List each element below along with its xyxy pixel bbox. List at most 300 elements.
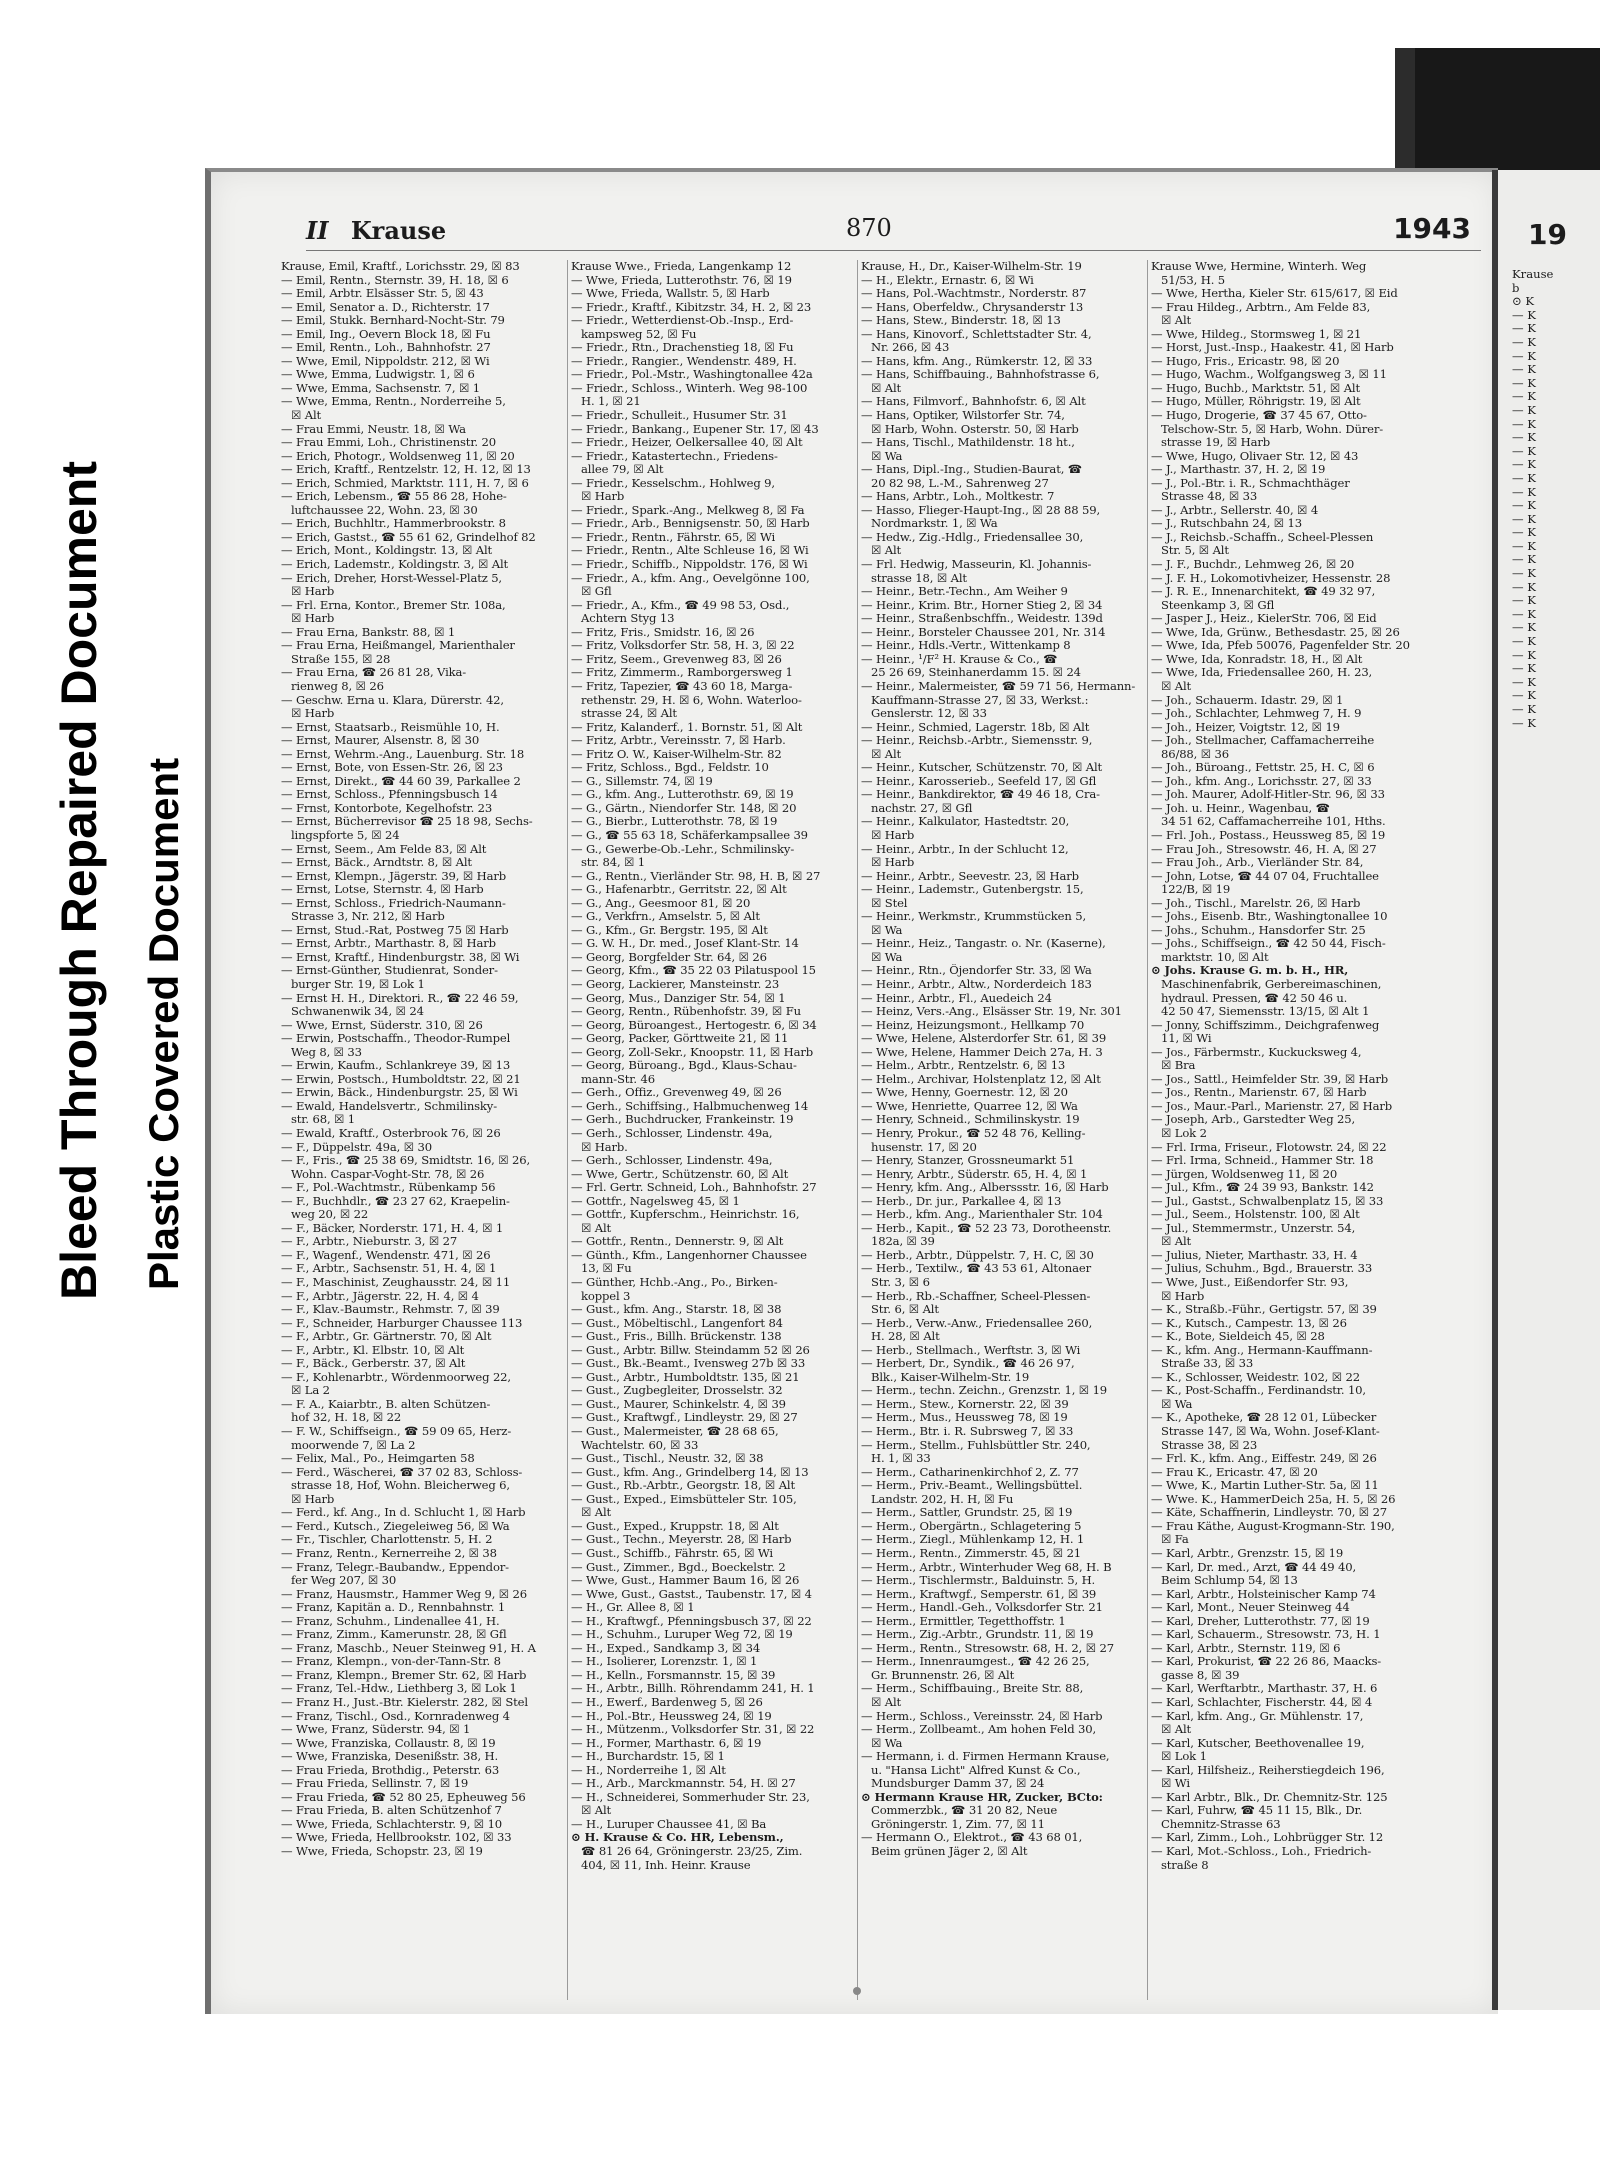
directory-entry: ☒ La 2 xyxy=(291,1384,330,1398)
page-header xyxy=(306,210,1481,251)
directory-entry: Genslerstr. 12, ☒ 33 xyxy=(871,707,987,721)
directory-entry: — Friedr., Kesselschm., Hohlweg 9, xyxy=(571,476,775,490)
directory-entry: — Gottfr., Nagelsweg 45, ☒ 1 xyxy=(571,1194,740,1208)
directory-entry: — Emil, Rentn., Sternstr. 39, H. 18, ☒ 6 xyxy=(281,273,509,287)
directory-entry: — Gerh., Schlosser, Lindenstr. 49a, xyxy=(571,1127,773,1140)
directory-entry: ☒ Harb xyxy=(1161,1289,1205,1303)
directory-entry: — Herb., Verw.-Anw., Friedensallee 260, xyxy=(861,1316,1093,1330)
directory-entry: — Henry, Stanzer, Grossneumarkt 51 xyxy=(861,1154,1075,1168)
directory-entry: — Frau Erna, ☎ 26 81 28, Vika- xyxy=(281,666,467,680)
directory-entry: — F., Arbtr., Sachsenstr. 51, H. 4, ☒ 1 xyxy=(281,1262,497,1276)
directory-entry: — Erich, Gastst., ☎ 55 61 62, Grindelhof 82 xyxy=(281,530,536,544)
next-page-line: ⊙ K xyxy=(1512,294,1535,309)
directory-entry: — Friedr., Kraftf., Kibitzstr. 34, H. 2, ☒ 23 xyxy=(571,300,812,314)
directory-entry: — Frl. Gertr. Schneid, Loh., Bahnhofstr. 27 xyxy=(571,1181,817,1195)
directory-entry: Achtern Styg 13 xyxy=(581,612,675,626)
directory-entry: Blk., Kaiser-Wilhelm-Str. 19 xyxy=(871,1370,1030,1384)
directory-entry: str. 84, ☒ 1 xyxy=(581,856,646,870)
directory-entry: — Ferd., Wäscherei, ☎ 37 02 83, Schloss- xyxy=(281,1465,523,1479)
directory-entry: — Frl. Joh., Postass., Heussweg 85, ☒ 19 xyxy=(1151,828,1386,842)
directory-entry: — Joseph, Arb., Garstedter Weg 25, xyxy=(1151,1113,1356,1127)
directory-entry: — Jul., Gastst., Schwalbenplatz 15, ☒ 33 xyxy=(1151,1194,1384,1208)
directory-entry: allee 79, ☒ Alt xyxy=(581,463,664,477)
directory-entry: Commerzbk., ☎ 31 20 82, Neue xyxy=(871,1804,1058,1818)
directory-entry: Str. 6, ☒ Alt xyxy=(871,1303,939,1317)
directory-entry: — Henry, Prokur., ☎ 52 48 76, Kelling- xyxy=(861,1127,1086,1140)
directory-entry: — Frl. Irma, Friseur., Flotowstr. 24, ☒ 22 xyxy=(1151,1140,1387,1154)
directory-entry: ☒ Wa xyxy=(1161,1397,1193,1411)
directory-entry: — Wwe, Gust., Gastst., Taubenstr. 17, ☒ 4 xyxy=(571,1587,812,1601)
directory-entry: — Herm., Obergärtn., Schlagetering 5 xyxy=(861,1519,1082,1533)
directory-entry: — Gust., Zimmer., Bgd., Boeckelstr. 2 xyxy=(571,1560,786,1574)
next-page-line: — K xyxy=(1512,443,1536,458)
directory-entry: — Wwe, Frieda, Lutterothstr. 76, ☒ 19 xyxy=(571,273,792,287)
directory-entry: — Erwin, Postschaffn., Theodor-Rumpel xyxy=(281,1032,511,1046)
directory-entry: Strasse 3, Nr. 212, ☒ Harb xyxy=(291,910,445,924)
directory-entry: — Georg, Packer, Görttweite 21, ☒ 11 xyxy=(571,1032,789,1046)
directory-entry: — Herm., techn. Zeichn., Grenzstr. 1, ☒ 19 xyxy=(861,1384,1108,1398)
directory-entry: — Georg, Lackierer, Mansteinstr. 23 xyxy=(571,977,780,991)
directory-entry: — Gust., Arbtr., Humboldtstr. 135, ☒ 21 xyxy=(571,1370,800,1384)
directory-entry: mann-Str. 46 xyxy=(581,1072,655,1086)
directory-entry: ☒ Fa xyxy=(1161,1533,1189,1547)
directory-entry: — Ernst, Arbtr., Marthastr. 8, ☒ Harb xyxy=(281,937,496,951)
directory-entry: — Johs., Schiffseign., ☎ 42 50 44, Fisch- xyxy=(1151,937,1386,951)
directory-entry: — Gerh., Buchdrucker, Frankeinstr. 19 xyxy=(571,1113,794,1127)
directory-entry: — Georg, Büroangest., Hertogestr. 6, ☒ 34 xyxy=(571,1018,817,1032)
directory-entry: — Gottfr., Kupferschm., Heinrichstr. 16, xyxy=(571,1208,800,1222)
directory-entry: — Jos., Maur.-Parl., Marienstr. 27, ☒ Harb xyxy=(1151,1099,1393,1113)
directory-entry: ⊙ Johs. Krause G. m. b. H., HR, xyxy=(1151,964,1349,978)
directory-entry: Telschow-Str. 5, ☒ Harb, Wohn. Dürer- xyxy=(1161,422,1384,436)
directory-entry: — F., Arbtr., Jägerstr. 22, H. 4, ☒ 4 xyxy=(281,1289,479,1303)
directory-entry: — Heinr., Hdls.-Vertr., Wittenkamp 8 xyxy=(861,639,1071,653)
next-page-lines xyxy=(1512,268,1553,730)
directory-entry: — Franz H., Just.-Btr. Kielerstr. 282, ☒ Stel xyxy=(281,1695,528,1709)
directory-entry: — Wwe, Emma, Ludwigstr. 1, ☒ 6 xyxy=(281,368,475,382)
directory-entry: — Ernst, Schloss., Friedrich-Naumann- xyxy=(281,896,506,910)
directory-entry: — Franz, Schuhm., Lindenallee 41, H. xyxy=(281,1614,500,1628)
next-page-line: — K xyxy=(1512,375,1536,390)
next-page-line: — K xyxy=(1512,620,1536,635)
directory-entry: — Wwe, Hugo, Olivaer Str. 12, ☒ 43 xyxy=(1151,449,1359,463)
directory-entry: — Heinr., Borsteler Chaussee 201, Nr. 314 xyxy=(861,625,1106,639)
directory-entry: Straße 33, ☒ 33 xyxy=(1161,1357,1254,1371)
directory-entry: — Heinr., Heiz., Tangastr. o. Nr. (Kaserne), xyxy=(861,937,1106,951)
directory-entry: — Ernst, Seem., Am Felde 83, ☒ Alt xyxy=(281,842,487,856)
directory-entry: — Friedr., A., Kfm., ☎ 49 98 53, Osd., xyxy=(571,598,790,612)
next-page-line: — K xyxy=(1512,498,1536,513)
directory-entry: — Herm., Schiffbauing., Breite Str. 88, xyxy=(861,1682,1084,1696)
directory-entry: ☒ Alt xyxy=(871,381,902,395)
directory-entry: weg 20, ☒ 22 xyxy=(291,1208,369,1222)
directory-entry: — Karl, Zimm., Loh., Lohbrügger Str. 12 xyxy=(1151,1831,1384,1845)
next-page-line: — K xyxy=(1512,470,1536,485)
column-1 xyxy=(281,260,564,2000)
directory-entry: — Karl, Dreher, Lutterothstr. 77, ☒ 19 xyxy=(1151,1614,1370,1628)
directory-entry: — Frl. K., kfm. Ang., Eiffestr. 249, ☒ 26 xyxy=(1151,1452,1377,1466)
directory-entry: — Gust., Exped., Kruppstr. 18, ☒ Alt xyxy=(571,1519,779,1533)
directory-entry: — Herb., kfm. Ang., Marienthaler Str. 104 xyxy=(861,1208,1103,1222)
directory-entry: — Wwe, Frieda, Schopstr. 23, ☒ 19 xyxy=(281,1844,483,1858)
directory-entry: — Hugo, Drogerie, ☎ 37 45 67, Otto- xyxy=(1151,409,1367,423)
directory-entry: — Heinr., Kalkulator, Hastedtstr. 20, xyxy=(861,815,1070,829)
directory-entry: — F., Fris., ☎ 25 38 69, Smidtstr. 16, ☒ 26, xyxy=(281,1154,531,1168)
directory-entry: — Gust., kfm. Ang., Grindelberg 14, ☒ 13 xyxy=(571,1465,809,1479)
directory-entry: — Fritz, Kalanderf., 1. Bornstr. 51, ☒ Alt xyxy=(571,720,803,734)
directory-entry: marktstr. 10, ☒ Alt xyxy=(1161,950,1269,964)
directory-entry: — Hugo, Wachm., Wolfgangsweg 3, ☒ 11 xyxy=(1151,368,1387,382)
scanner-edge xyxy=(1415,48,1600,173)
directory-entry: — Erich, Dreher, Horst-Wessel-Platz 5, xyxy=(281,571,502,585)
directory-entry: — Franz, Kapitän a. D., Rennbahnstr. 1 xyxy=(281,1601,506,1615)
directory-entry: — H., Norderreihe 1, ☒ Alt xyxy=(571,1763,726,1777)
directory-entry: — F., Kohlenarbtr., Wördenmoorweg 22, xyxy=(281,1370,511,1384)
directory-entry: — H., Gr. Allee 8, ☒ 1 xyxy=(571,1601,695,1615)
directory-entry: — Herm., Rentn., Zimmerstr. 45, ☒ 21 xyxy=(861,1546,1082,1560)
directory-entry: — F., Schneider, Harburger Chaussee 113 xyxy=(281,1316,523,1330)
directory-entry: — Wwe, K., Martin Luther-Str. 5a, ☒ 11 xyxy=(1151,1479,1379,1493)
directory-entry: — Erich, Photogr., Woldsenweg 11, ☒ 20 xyxy=(281,449,515,463)
page-number: 870 xyxy=(846,214,892,242)
bleed-through-label: Bleed Through Repaired Document xyxy=(51,461,107,1300)
plastic-covered-label: Plastic Covered Document xyxy=(140,757,187,1290)
directory-entry: ☒ Alt xyxy=(581,1804,612,1818)
directory-entry: — Frau Frieda, B. alten Schützenhof 7 xyxy=(281,1804,502,1818)
directory-entry: — Herm., Btr. i. R. Subrsweg 7, ☒ 33 xyxy=(861,1425,1074,1439)
directory-entry: u. "Hansa Licht" Alfred Kunst & Co., xyxy=(871,1763,1081,1777)
directory-entry: — Heinr., Bankdirektor, ☎ 49 46 18, Cra- xyxy=(861,788,1100,802)
directory-entry: — Ernst, Maurer, Alsenstr. 8, ☒ 30 xyxy=(281,734,480,748)
directory-entry: — Gust., Rb.-Arbtr., Georgstr. 18, ☒ Alt xyxy=(571,1479,796,1493)
directory-entry: — Hugo, Fris., Ericastr. 98, ☒ 20 xyxy=(1151,354,1340,368)
directory-entry: — Ernst, Direkt., ☎ 44 60 39, Parkallee 2 xyxy=(281,774,521,788)
directory-entry: — Frl. Hedwig, Masseurin, Kl. Johannis- xyxy=(861,558,1092,572)
next-page-line: — K xyxy=(1512,321,1536,336)
directory-entry: — F., Bäcker, Norderstr. 171, H. 4, ☒ 1 xyxy=(281,1221,504,1235)
directory-entry: — Herm., Sattler, Grundstr. 25, ☒ 19 xyxy=(861,1506,1073,1520)
directory-entry: — Wwe, Franziska, Collaustr. 8, ☒ 19 xyxy=(281,1736,496,1750)
directory-entry: — H., Former, Marthastr. 6, ☒ 19 xyxy=(571,1736,762,1750)
directory-entry: Strasse 38, ☒ 23 xyxy=(1161,1438,1258,1452)
directory-entry: — Julius, Schuhm., Bgd., Brauerstr. 33 xyxy=(1151,1262,1373,1276)
next-page-line: Krause xyxy=(1512,267,1554,281)
directory-entry: — G., ☎ 55 63 18, Schäferkampsallee 39 xyxy=(571,828,808,842)
directory-entry: — Friedr., Rangier., Wendenstr. 489, H. xyxy=(571,354,797,368)
directory-entry: — Franz, Tel.-Hdw., Liethberg 3, ☒ Lok 1 xyxy=(281,1682,517,1696)
directory-entry: — Jul., Stemmermstr., Unzerstr. 54, xyxy=(1151,1221,1356,1235)
directory-entry: — Gust., Arbtr. Billw. Steindamm 52 ☒ 26 xyxy=(571,1343,810,1357)
directory-entry: — Emil, Rentn., Loh., Bahnhofstr. 27 xyxy=(281,341,491,355)
directory-entry: nachstr. 27, ☒ Gfl xyxy=(871,801,973,815)
directory-entry: — Karl, kfm. Ang., Gr. Mühlenstr. 17, xyxy=(1151,1709,1364,1723)
directory-entry: — Henry, Arbtr., Süderstr. 65, H. 4, ☒ 1 xyxy=(861,1167,1088,1181)
next-page-line: — K xyxy=(1512,348,1536,363)
directory-entry: — Georg, Rentn., Rübenhofstr. 39, ☒ Fu xyxy=(571,1005,801,1019)
directory-entry: 20 82 98, L.-M., Sahrenweg 27 xyxy=(871,476,1049,490)
column-divider xyxy=(857,260,858,2000)
directory-entry: — Wwe, Emma, Rentn., Norderreihe 5, xyxy=(281,395,506,409)
directory-entry: — Herb., Stellmach., Werftstr. 3, ☒ Wi xyxy=(861,1343,1081,1357)
directory-entry: — Frau K., Ericastr. 47, ☒ 20 xyxy=(1151,1465,1318,1479)
directory-entry: ☒ Lok 2 xyxy=(1161,1127,1207,1140)
directory-entry: — Friedr., A., kfm. Ang., Oevelgönne 100, xyxy=(571,571,810,585)
directory-entry: Str. 3, ☒ 6 xyxy=(871,1276,930,1290)
directory-entry: — Fr., Tischler, Charlottenstr. 5, H. 2 xyxy=(281,1533,493,1547)
directory-entry: — Jul., Kfm., ☎ 24 39 93, Bankstr. 142 xyxy=(1151,1181,1374,1195)
directory-entry: — Heinz, Vers.-Ang., Elsässer Str. 19, Nr. 301 xyxy=(861,1005,1122,1019)
directory-entry: — Heinr., Betr.-Techn., Am Weiher 9 xyxy=(861,585,1068,599)
directory-entry: — Herm., Ermittler, Tegetthoffstr. 1 xyxy=(861,1614,1066,1628)
directory-entry: — Herm., Arbtr., Winterhuder Weg 68, H. B xyxy=(861,1560,1112,1574)
directory-entry: — F. W., Schiffseign., ☎ 59 09 65, Herz- xyxy=(281,1425,512,1439)
directory-entry: — Herbert, Dr., Syndik., ☎ 46 26 97, xyxy=(861,1357,1075,1371)
directory-entry: — Fritz, Seem., Grevenweg 83, ☒ 26 xyxy=(571,652,782,666)
directory-entry: Schwanenwik 34, ☒ 24 xyxy=(291,1005,424,1019)
directory-entry: — H., Schneiderei, Sommerhuder Str. 23, xyxy=(571,1790,810,1804)
directory-entry: — F., Wagenf., Wendenstr. 471, ☒ 26 xyxy=(281,1248,491,1262)
directory-entry: — Friedr., Katastertechn., Friedens- xyxy=(571,449,778,463)
directory-entry: — Gust., Kraftwgf., Lindleystr. 29, ☒ 27 xyxy=(571,1411,798,1425)
directory-entry: — Käte, Schaffnerin, Lindleystr. 70, ☒ 27 xyxy=(1151,1506,1388,1520)
directory-entry: — Jul., Seem., Holstenstr. 100, ☒ Alt xyxy=(1151,1208,1360,1222)
directory-entry: — Heinr., Reichsb.-Arbtr., Siemensstr. 9, xyxy=(861,734,1093,748)
directory-entry: — Hans, Filmvorf., Bahnhofstr. 6, ☒ Alt xyxy=(861,395,1086,409)
directory-entry: — Hans, kfm. Ang., Rümkerstr. 12, ☒ 33 xyxy=(861,354,1093,368)
directory-entry: — Herm., Kraftwgf., Semperstr. 61, ☒ 39 xyxy=(861,1587,1097,1601)
directory-entry: ☒ Alt xyxy=(1161,1235,1192,1249)
directory-entry: — Fritz, Tapezier, ☎ 43 60 18, Marga- xyxy=(571,679,793,693)
directory-entry: — Joh. Maurer, Adolf-Hitler-Str. 96, ☒ 33 xyxy=(1151,788,1385,802)
directory-entry: — Wwe, Ida, Konradstr. 18, H., ☒ Alt xyxy=(1151,652,1363,666)
directory-entry: — F. A., Kaiarbtr., B. alten Schützen- xyxy=(281,1397,491,1411)
directory-entry: — Joh., Schlachter, Lehmweg 7, H. 9 xyxy=(1151,707,1362,721)
directory-entry: — Wwe, Frieda, Hellbrookstr. 102, ☒ 33 xyxy=(281,1831,512,1845)
directory-entry: — Heinr., ¹/F² H. Krause & Co., ☎ xyxy=(861,652,1058,666)
column-4 xyxy=(1151,260,1437,2000)
directory-entry: — Wwe, Hertha, Kieler Str. 615/617, ☒ Eid xyxy=(1151,287,1398,301)
directory-entry: — Herm., Catharinenkirchhof 2, Z. 77 xyxy=(861,1465,1079,1479)
directory-entry: — Hasso, Flieger-Haupt-Ing., ☒ 28 88 59, xyxy=(861,503,1101,517)
directory-entry: — Hans, Tischl., Mathildenstr. 18 ht., xyxy=(861,436,1075,450)
directory-entry: — Wwe, Helene, Hammer Deich 27a, H. 3 xyxy=(861,1045,1103,1059)
directory-entry: — Fritz, Schloss., Bgd., Feldstr. 10 xyxy=(571,761,769,775)
directory-entry: — Heinr., Schmied, Lagerstr. 18b, ☒ Alt xyxy=(861,720,1090,734)
directory-entry: — Hans, Schiffbauing., Bahnhofstrasse 6, xyxy=(861,368,1100,382)
directory-entry: — F., Pol.-Wachtmstr., Rübenkamp 56 xyxy=(281,1181,496,1195)
directory-entry: — Heinr., Malermeister, ☎ 59 71 56, Hermann- xyxy=(861,679,1136,693)
directory-entry: ⊙ Hermann Krause HR, Zucker, BCto: xyxy=(861,1790,1103,1804)
next-page-header: 19 xyxy=(1528,218,1567,251)
directory-entry: ☒ Wi xyxy=(1161,1777,1190,1791)
directory-entry: — Ernst, Kraftf., Hindenburgstr. 38, ☒ Wi xyxy=(281,950,520,964)
directory-entry: — Helm., Arbtr., Rentzelstr. 6, ☒ 13 xyxy=(861,1059,1066,1073)
directory-entry: — Henry, kfm. Ang., Alberssstr. 16, ☒ Harb xyxy=(861,1181,1109,1195)
directory-entry: — Karl, Schauerm., Stresowstr. 73, H. 1 xyxy=(1151,1628,1381,1642)
next-page-line: — K xyxy=(1512,606,1536,621)
directory-entry: — Frau Frieda, Sellinstr. 7, ☒ 19 xyxy=(281,1777,469,1791)
column-2 xyxy=(571,260,854,2000)
directory-entry: Wohn. Caspar-Voght-Str. 78, ☒ 26 xyxy=(291,1167,485,1181)
directory-entry: — Heinr., Lademstr., Gutenbergstr. 15, xyxy=(861,883,1084,897)
directory-entry: — Wwe, Emma, Sachsenstr. 7, ☒ 1 xyxy=(281,381,480,395)
directory-entry: — Frau Joh., Arb., Vierländer Str. 84, xyxy=(1151,856,1364,870)
directory-entry: — Friedr., Spark.-Ang., Melkweg 8, ☒ Fa xyxy=(571,503,805,517)
directory-entry: — Frl. Irma, Schneid., Hammer Str. 18 xyxy=(1151,1154,1374,1168)
directory-entry: — Ernst, Bote, von Essen-Str. 26, ☒ 23 xyxy=(281,761,503,775)
directory-entry: — Wwe, Helene, Alsterdorfer Str. 61, ☒ 39 xyxy=(861,1032,1107,1046)
directory-entry: — Franz, Maschb., Neuer Steinweg 91, H. A xyxy=(281,1641,536,1655)
next-page-line: b xyxy=(1512,280,1520,295)
directory-entry: — John, Lotse, ☎ 44 07 04, Fruchtallee xyxy=(1151,869,1379,883)
directory-entry: — J., Marthastr. 37, H. 2, ☒ 19 xyxy=(1151,463,1326,477)
directory-entry: — Hans, Pol.-Wachtmstr., Norderstr. 87 xyxy=(861,287,1087,301)
directory-entry: — Jos., Rentn., Marienstr. 67, ☒ Harb xyxy=(1151,1086,1367,1100)
directory-entry: — Henry, Schneid., Schmilinskystr. 19 xyxy=(861,1113,1080,1127)
directory-entry: — G., Bierbr., Lutterothstr. 78, ☒ 19 xyxy=(571,815,778,829)
directory-entry: — Herm., Stew., Kornerstr. 22, ☒ 39 xyxy=(861,1397,1069,1411)
directory-entry: — Gerh., Schiffsing., Halbmuchenweg 14 xyxy=(571,1099,809,1113)
directory-entry: — Herm., Mus., Heussweg 78, ☒ 19 xyxy=(861,1411,1068,1425)
directory-entry: — Erwin, Kaufm., Schlankreye 39, ☒ 13 xyxy=(281,1059,511,1073)
directory-entry: 13, ☒ Fu xyxy=(581,1262,632,1276)
directory-entry: Weg 8, ☒ 33 xyxy=(291,1045,362,1059)
directory-entry: — Karl, Arbtr., Grenzstr. 15, ☒ 19 xyxy=(1151,1546,1344,1560)
directory-entry: — Friedr., Rtn., Drachenstieg 18, ☒ Fu xyxy=(571,341,794,355)
directory-entry: — Karl, Schlachter, Fischerstr. 44, ☒ 4 xyxy=(1151,1695,1373,1709)
directory-entry: — Joh. u. Heinr., Wagenbau, ☎ xyxy=(1151,801,1330,815)
next-page-line: — K xyxy=(1512,402,1536,417)
directory-entry: — K., Apotheke, ☎ 28 12 01, Lübecker xyxy=(1151,1411,1377,1425)
directory-entry: — Wwe, Frieda, Schlachterstr. 9, ☒ 10 xyxy=(281,1817,503,1831)
next-page-line: — K xyxy=(1512,511,1536,526)
next-page-line: — K xyxy=(1512,674,1536,689)
directory-entry: — Jos., Färbermstr., Kuckucksweg 4, xyxy=(1151,1045,1362,1059)
directory-entry: — H., Schuhm., Luruper Weg 72, ☒ 19 xyxy=(571,1628,793,1642)
directory-entry: — Frau Käthe, August-Krogmann-Str. 190, xyxy=(1151,1519,1395,1533)
directory-entry: — G., Hafenarbtr., Gerritstr. 22, ☒ Alt xyxy=(571,883,787,897)
directory-entry: Gröningerstr. 1, Zim. 77, ☒ 11 xyxy=(871,1817,1045,1831)
directory-entry: — Wwe, Franz, Süderstr. 94, ☒ 1 xyxy=(281,1723,471,1737)
directory-entry: strasse 18, Hof, Wohn. Bleicherweg 6, xyxy=(291,1479,510,1493)
directory-entry: — Gust., Exped., Eimsbütteler Str. 105, xyxy=(571,1492,797,1506)
directory-entry: — Herb., Textilw., ☎ 43 53 61, Altonaer xyxy=(861,1262,1091,1276)
directory-entry: — Jos., Sattl., Heimfelder Str. 39, ☒ Harb xyxy=(1151,1072,1389,1086)
margin-notes xyxy=(40,350,200,1340)
directory-entry: — F., Düppelstr. 49a, ☒ 30 xyxy=(281,1140,432,1154)
directory-entry: ☒ Harb xyxy=(291,707,335,721)
directory-entry: ☒ Harb xyxy=(871,828,915,842)
directory-entry: — Karl, Mot.-Schloss., Loh., Friedrich- xyxy=(1151,1844,1372,1858)
directory-entry: — Hugo, Buchb., Marktstr. 51, ☒ Alt xyxy=(1151,381,1361,395)
directory-entry: — J., Pol.-Btr. i. R., Schmachthäger xyxy=(1151,476,1350,490)
next-page-line: — K xyxy=(1512,484,1536,499)
directory-entry: — Georg, Büroang., Bgd., Klaus-Schau- xyxy=(571,1059,797,1073)
directory-entry: — H., Isolierer, Lorenzstr. 1, ☒ 1 xyxy=(571,1655,758,1669)
directory-entry: — Friedr., Schiffb., Nippoldstr. 176, ☒ Wi xyxy=(571,558,808,572)
directory-entry: — G., kfm. Ang., Lutterothstr. 69, ☒ 19 xyxy=(571,788,794,802)
directory-entry: Krause, Emil, Kraftf., Lorichsstr. 29, ☒ 83 xyxy=(281,260,520,273)
directory-entry: — Ernst, Klempn., Jägerstr. 39, ☒ Harb xyxy=(281,869,507,883)
directory-entry: — Gust., Malermeister, ☎ 28 68 65, xyxy=(571,1425,779,1439)
directory-entry: Strasse 147, ☒ Wa, Wohn. Josef-Klant- xyxy=(1161,1425,1380,1439)
directory-entry: — Heinr., Arbtr., Fl., Auedeich 24 xyxy=(861,991,1052,1005)
directory-entry: Nr. 266, ☒ 43 xyxy=(871,341,950,355)
directory-entry: ☒ Harb xyxy=(291,612,335,626)
directory-entry: — Frnst, Kontorbote, Kegelhofstr. 23 xyxy=(281,801,493,815)
directory-entry: 404, ☒ 11, Inh. Heinr. Krause xyxy=(581,1858,751,1872)
directory-entry: Str. 5, ☒ Alt xyxy=(1161,544,1229,558)
directory-entry: — Friedr., Arb., Bennigsenstr. 50, ☒ Harb xyxy=(571,517,810,531)
directory-entry: — Ernst, Wehrm.-Ang., Lauenburg. Str. 18 xyxy=(281,747,525,761)
directory-entry: — Franz, Rentn., Kernerreihe 2, ☒ 38 xyxy=(281,1546,497,1560)
directory-entry: ☒ Wa xyxy=(871,923,903,937)
directory-entry: — Friedr., Bankang., Eupener Str. 17, ☒ 43 xyxy=(571,422,819,436)
directory-entry: — Friedr., Rentn., Fährstr. 65, ☒ Wi xyxy=(571,530,776,544)
directory-entry: — Wwe, Hildeg., Stormsweg 1, ☒ 21 xyxy=(1151,327,1362,341)
directory-entry: str. 68, ☒ 1 xyxy=(291,1113,356,1127)
directory-entry: — Gust., Zugbegleiter, Drosselstr. 32 xyxy=(571,1384,783,1398)
directory-entry: — K., Schlosser, Weidestr. 102, ☒ 22 xyxy=(1151,1370,1360,1384)
directory-entry: 86/88, ☒ 36 xyxy=(1161,747,1229,761)
column-divider xyxy=(1147,260,1148,2000)
directory-entry: ☒ Alt xyxy=(871,544,902,558)
directory-entry: — K., kfm. Ang., Hermann-Kauffmann- xyxy=(1151,1343,1373,1357)
directory-entry: — Joh., Tischl., Marelstr. 26, ☒ Harb xyxy=(1151,896,1361,910)
directory-entry: 25 26 69, Steinhanerdamm 15. ☒ 24 xyxy=(871,666,1081,680)
directory-entry: — F., Arbtr., Kl. Elbstr. 10, ☒ Alt xyxy=(281,1343,465,1357)
directory-entry: — H., Exped., Sandkamp 3, ☒ 34 xyxy=(571,1641,761,1655)
directory-entry: — Hedw., Zig.-Hdlg., Friedensallee 30, xyxy=(861,530,1084,544)
next-page-line: — K xyxy=(1512,688,1536,703)
next-page-line: — K xyxy=(1512,362,1536,377)
directory-entry: — Erich, Lebensm., ☎ 55 86 28, Hohe- xyxy=(281,490,507,504)
directory-entry: — Herm., Innenraumgest., ☎ 42 26 25, xyxy=(861,1655,1090,1669)
directory-entry: Nordmarkstr. 1, ☒ Wa xyxy=(871,517,998,531)
directory-entry: — Herm., Priv.-Beamt., Wellingsbüttel. xyxy=(861,1479,1083,1493)
directory-entry: — Fritz, Fris., Smidstr. 16, ☒ 26 xyxy=(571,625,755,639)
directory-entry: Maschinenfabrik, Gerbereimaschinen, xyxy=(1161,977,1382,991)
directory-entry: — Herm., Rentn., Stresowstr. 68, H. 2, ☒ 27 xyxy=(861,1641,1114,1655)
directory-entry: — Ewald, Kraftf., Osterbrook 76, ☒ 26 xyxy=(281,1127,501,1140)
directory-entry: — Fritz O. W., Kaiser-Wilhelm-Str. 82 xyxy=(571,747,782,761)
directory-entry: — H., Ewerf., Bardenweg 5, ☒ 26 xyxy=(571,1695,763,1709)
next-page-line: — K xyxy=(1512,525,1536,540)
directory-entry: — Erich, Schmied, Marktstr. 111, H. 7, ☒ 6 xyxy=(281,476,529,490)
directory-entry: — Karl, Arbtr., Sternstr. 119, ☒ 6 xyxy=(1151,1641,1341,1655)
column-3 xyxy=(861,260,1144,2000)
directory-entry: — Julius, Nieter, Marthastr. 33, H. 4 xyxy=(1151,1248,1358,1262)
directory-entry: — Fritz, Zimmerm., Ramborgersweg 1 xyxy=(571,666,793,680)
directory-entry: — Joh., Heizer, Voigtstr. 12, ☒ 19 xyxy=(1151,720,1340,734)
directory-entry: — Erwin, Postsch., Humboldtstr. 22, ☒ 21 xyxy=(281,1072,521,1086)
directory-entry: — Gust., Schiffb., Fährstr. 65, ☒ Wi xyxy=(571,1546,773,1560)
directory-entry: — Wwe, Emil, Nippoldstr. 212, ☒ Wi xyxy=(281,354,490,368)
directory-entry: — F., Arbtr., Nieburstr. 3, ☒ 27 xyxy=(281,1235,458,1249)
directory-entry: — Ferd., Kutsch., Ziegeleiweg 56, ☒ Wa xyxy=(281,1519,510,1533)
directory-entry: — Joh., Schauerm. Idastr. 29, ☒ 1 xyxy=(1151,693,1344,707)
directory-entry: — G. W. H., Dr. med., Josef Klant-Str. 14 xyxy=(571,937,799,951)
directory-entry: — Karl, Hilfsheiz., Reiherstiegdeich 196, xyxy=(1151,1763,1385,1777)
directory-entry: — Erich, Buchhltr., Hammerbrookstr. 8 xyxy=(281,517,506,531)
directory-entry: — Wwe, Frieda, Wallstr. 5, ☒ Harb xyxy=(571,287,770,301)
directory-entry: — Friedr., Rentn., Alte Schleuse 16, ☒ Wi xyxy=(571,544,809,558)
directory-entry: — Joh., kfm. Ang., Lorichsstr. 27, ☒ 33 xyxy=(1151,774,1372,788)
directory-entry: — G., Rentn., Vierländer Str. 98, H. B, ☒ 27 xyxy=(571,869,821,883)
directory-entry: ☒ Bra xyxy=(1161,1059,1196,1073)
next-page-line: — K xyxy=(1512,416,1536,431)
directory-entry: hof 32, H. 18, ☒ 22 xyxy=(291,1411,402,1425)
